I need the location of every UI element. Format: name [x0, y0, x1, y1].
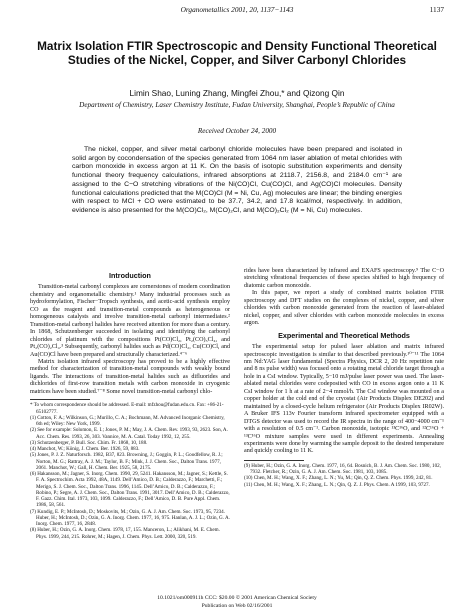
footnote: (8) Huber, H.; Ozin, G. A. Inorg. Chem. 1978, 17, 155. Manceron, L.; Alikhani, M. E. Chem. Phys. 1999, 244, 215. Rohrer, M.; Hagen, J. Chem. Phys. Lett. 2000, 320, 519. — [30, 527, 220, 540]
received-date: Received October 24, 2000 — [197, 127, 277, 135]
methods-paragraph: The experimental setup for pulsed laser ablation and matrix infrared spectroscopic investigation is similar to that described previously.¹⁰⁻¹¹ The 1064 nm Nd:YAG laser fundamental (Spectra Physics, DCR 2, 20 Hz repetition rate and 8 ns pulse width) was focused onto a rotating metal chloride target through a hole in a CsI window. Typically, 5−10 mJ/pulse laser power was used. The laser-ablated metal chlorides were codeposited with CO in excess argon onto a 11 K CsI window for 1 h at a rate of 2−4 mmol/h. The CsI window was mounted on a copper holder at the cold end of the cryostat (Air Products Displex DE202) and maintained by a closed-cycle helium refrigerator (Air Products Displex IR02W). A Bruker IFS 113v Fourier transform infrared spectrometer equipped with a DTGS detector was used to record the IR spectra in the range of 400−4000 cm⁻¹ with a resolution of 0.5 cm⁻¹. Carbon monoxide, isotopic ¹³C¹⁶O, and ¹²C¹⁶O + ¹³C¹⁶O mixture samples were used in different experiments. Annealing experiments were done by warming the sample deposit to the desired temperature and quickly cooling to 11 K. — [244, 344, 444, 455]
reference: (10) Chen, M. H.; Wang, X. F.; Zhang, L. N.; Yu, M.; Qin, Q. Z. Chem. Phys. 1999, 242, 81. — [244, 475, 433, 482]
reference-divider — [244, 460, 304, 461]
footnote: * To whom correspondence should be addressed. E-mail: mfzhou@fudan.edu.cn. Fax: +86-21-65102777. — [30, 402, 224, 415]
article-title: Matrix Isolation FTIR Spectroscopic and Density Functional Theoretical Studies of the Nickel, Copper, and Silver Carbonyl Chlorides — [37, 39, 437, 67]
intro-continuation: rides have been characterized by infrared and EXAFS spectroscopy.⁹ The C−O stretching vibrational frequencies of these species shifted to high frequency of diatomic carbon monoxide. — [244, 268, 444, 289]
abstract: The nickel, copper, and silver metal carbonyl chloride molecules have been prepared and isolated in solid argon by cocondensation of the species generated from 1064 nm laser ablation of metal chlorides with carbon monoxide in excess argon at 11 K. On the basis of isotopic substitution experiments and density functional theory frequency calculations, infrared absorptions at 2118.7, 2156.8, and 2184.0 cm⁻¹ are assigned to the C−O stretching vibrations of the Ni(CO)Cl, Cu(CO)Cl, and Ag(CO)Cl molecules. Density functional calculations predicted that the M(CO)Cl (M = Ni, Cu, Ag) molecules are linear; the binding energies with respect to MCl + CO were estimated to be 37.7, 34.2, and 17.8 kcal/mol, respectively. In addition, evidence is also presented for the M(CO)Cl₂, M(CO)₂Cl, and M(CO)₂Cl₂ (M = Ni, Cu) molecules. — [72, 146, 402, 214]
methods-heading: Experimental and Theoretical Methods — [278, 330, 410, 340]
author-list: Limin Shao, Luning Zhang, Mingfei Zhou,* and Qizong Qin — [129, 88, 345, 98]
running-head — [30, 5, 444, 17]
references — [244, 463, 444, 488]
footnote: (2) See for example: Solomon, E. I.; Jones, P. M.; May, J. A. Chem. Rev. 1993, 93, 2623. Son, A. Acc. Chem. Res. 1993, 26, 303. Vannice, M. A. Catal. Today 1992, 12, 255. — [30, 427, 228, 440]
left-column — [30, 268, 230, 540]
intro-paragraph: In this paper, we report a study of combined matrix isolation FTIR spectroscopy and DFT studies on the complexes of nickel, copper, and silver chlorides with carbon monoxide generated from the reaction of laser-ablated nickel, copper, and silver chlorides with carbon monoxide molecules in excess argon. — [244, 290, 444, 327]
intro-paragraph: Matrix isolation infrared spectroscopy has proved to be a highly effective method for characterization of transition-metal compounds with weakly bound ligands. The interactions of transition-metal halides such as difluorides and dichlorides of first-row transition metals with carbon monoxide in cryogenic matrices have been studied.⁷⁻⁸ Some novel transition-metal carbonyl chlo- — [30, 358, 230, 395]
page-number: 1137 — [429, 5, 444, 14]
intro-paragraph: Transition-metal carbonyl complexes are cornerstones of modern coordination chemistry and organometallic chemistry.¹ Many industrial processes such as hydroformylation, Fischer−Tropsch synthesis, and acetic-acid synthesis employ CO as the reagent and transition-metal compounds as heterogeneous or homogeneous catalysts and involve transition-metal carbonyl intermediates.² Transition-metal carbonyl halides have received attention for more than a century. In 1868, Schutzenberger succeeded in isolating and identifying the carbonyl chlorides of platinum with the compositions Pt(CO)Cl₂, Pt₂(CO)₃Cl₄, and Pt₂(CO)₂Cl₄.³ Subsequently, carbonyl halides such as Pd(CO)Cl₂, Cu(CO)Cl, and Au(CO)Cl have been prepared and structurally characterized.⁴⁻⁶ — [30, 284, 230, 358]
footnote: (1) Cotton, F. A.; Wilkinson, G.; Murillo, C. A.; Bochmann, M. Advanced Inorganic Chemistry, 6th ed; Wiley: New York, 1999. — [30, 414, 225, 427]
reference: (9) Huber, H.; Ozin, G. A. Inorg. Chem. 1977, 16, 64. Bosnich, B. J. Am. Chem. Soc. 1980, 102, 7932. Fletcher, R.; Ozin, G. A. J. Am. Chem. Soc. 1981, 103, 1085. — [244, 462, 441, 476]
footnote: (4) Manchot, W.; König, J. Chem. Ber. 1926, 59, 883. — [30, 446, 140, 452]
journal-citation: Organometallics 2001, 20, 1137−1143 — [180, 5, 294, 14]
publication-date: Publication on Web 02/16/2001 — [201, 603, 273, 609]
footnote: (6) Hakansson, M.; Jagner, S. Inorg. Chem. 1990, 29, 5241. Hakansson, M.; Jagner, S.; Kettle, S. F. A. Spectrochim. Acta 1992, 48A, 1149. Dell’Amico, D. B.; Calderazzo, F.; Marchetti, F.; Merigo, S. J. Chem. Soc., Dalton Trans. 1996, 1145. Dell’Amico, D. B.; Calderazzo, F.; Robino, P.; Segre, A. J. Chem. Soc., Dalton Trans. 1991, 3017. Dell’Amico, D. B.; Calderazzo, F. Gazz. Chim. Ital. 1973, 103, 1099. Calderazzo, F.; Dell’Amico, D. B. Pure Appl. Chem. 1986, 58, 561. — [30, 471, 230, 509]
doi-line: 10.1021/om000911h CCC: $20.00 © 2001 American Chemical Society — [157, 595, 317, 601]
footnote: (5) Jones, P. J. Z. Naturforsch. 1982, B37, 823. Browning, J.; Goggin, P. L.; Goodfellow, R. J.; Norton, M. G.; Rattray, A. J. M.; Taylor, B. F.; Mink, J. J. Chem. Soc., Dalton Trans. 1977, 2061. Manchot, W.; Gall, H. Chem. Ber. 1925, 58, 2175. — [30, 452, 223, 471]
reference: (11) Chen, M. H.; Wang, X. F.; Zhang, L. N.; Qin, Q. Z. J. Phys. Chem. A 1999, 103, 9727. — [244, 481, 430, 488]
affiliation: Department of Chemistry, Laser Chemistry Institute, Fudan University, Shanghai, People’s Republic of China — [79, 101, 395, 109]
right-column — [244, 268, 444, 488]
footnote: (7) Kundig, E. P.; McIntosh, D.; Moskovits, M.; Ozin, G. A. J. Am. Chem. Soc. 1973, 95, 7234. Huber, H.; McIntosh, D.; Ozin, G. A. Inorg. Chem. 1977, 16, 975. Hanlan, A. J. L.; Ozin, G. A. Inorg. Chem. 1977, 16, 2848. — [30, 508, 230, 527]
introduction-heading: Introduction — [109, 271, 151, 280]
footnote-divider — [30, 399, 90, 400]
footnote: (3) Schutzenberger, P. Bull. Soc. Chim. Fr. 1868, 10, 188. — [30, 439, 148, 446]
footnotes — [30, 402, 230, 540]
